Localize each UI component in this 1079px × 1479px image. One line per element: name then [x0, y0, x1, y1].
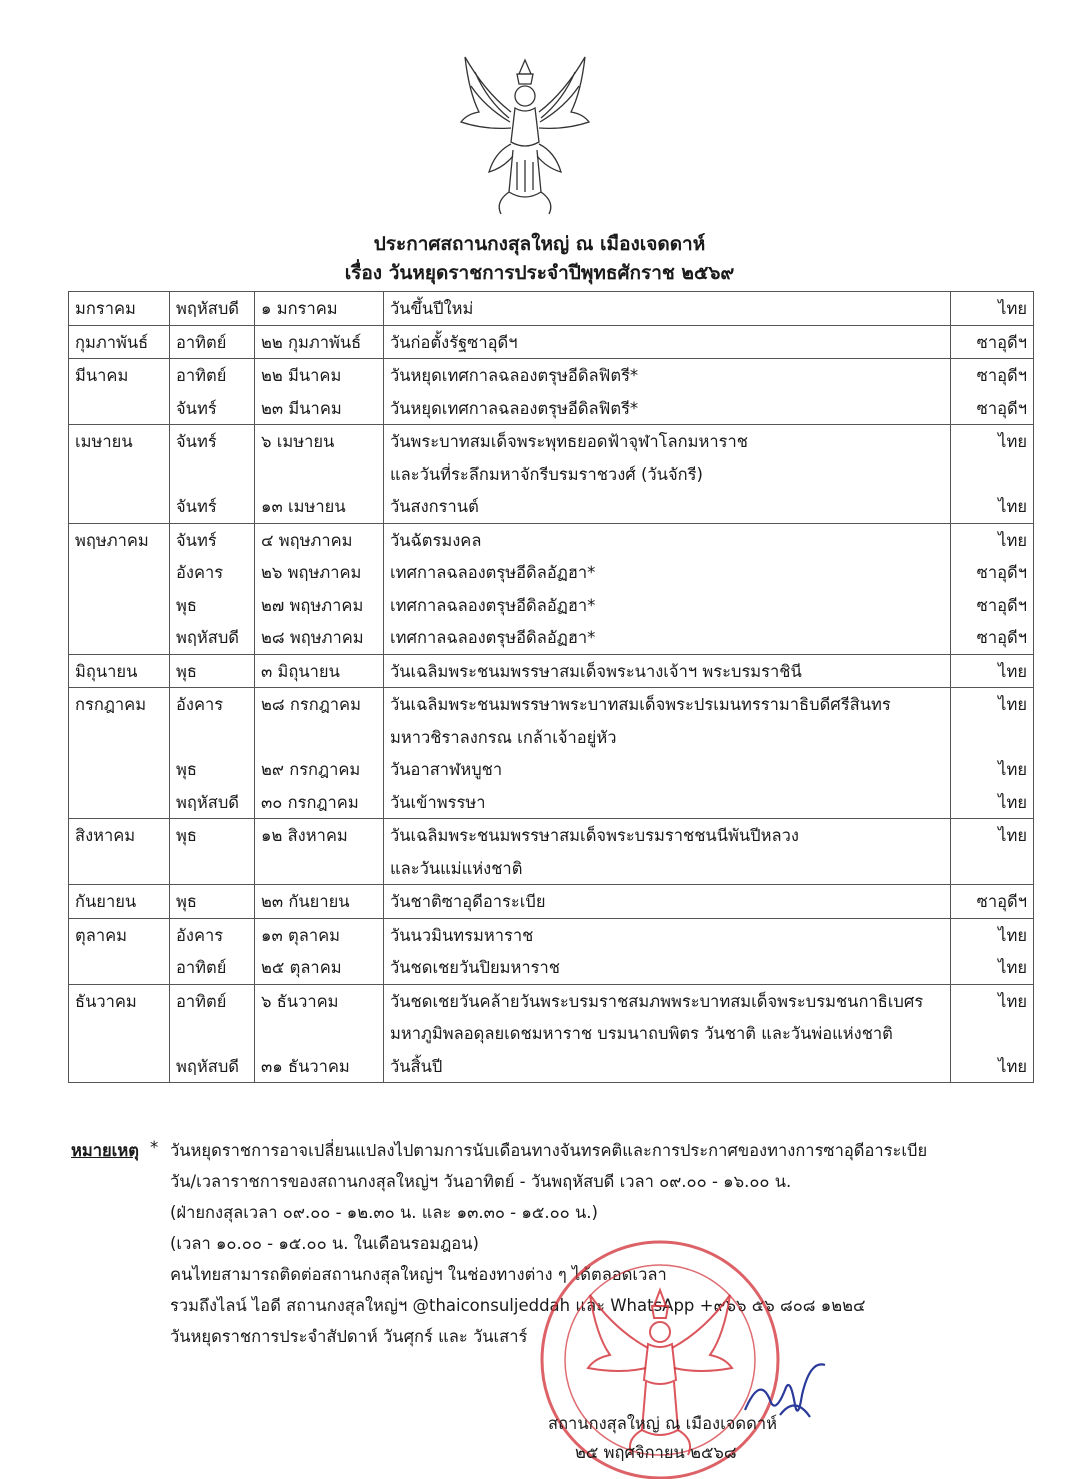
date-cell — [255, 918, 384, 984]
date-text: ๓ มิถุนายน — [261, 661, 340, 681]
holiday-type-text — [957, 458, 1027, 491]
month-label — [75, 589, 163, 622]
date-text — [261, 458, 377, 491]
day-text — [176, 458, 248, 491]
month-label — [75, 392, 163, 425]
holiday-type-cell — [951, 984, 1034, 1083]
holiday-type-text: ไทย — [998, 497, 1027, 516]
month-row — [69, 819, 1034, 885]
date-text: ๖ เมษายน — [261, 432, 335, 451]
holiday-type-text: ไทย — [998, 695, 1027, 714]
day-text: พฤหัสบดี — [176, 1056, 240, 1076]
month-label: ธันวาคม — [75, 991, 137, 1011]
month-cell — [69, 885, 170, 919]
holiday-type-text: ซาอุดีฯ — [976, 366, 1027, 385]
holiday-name-text: มหาวชิราลงกรณ เกล้าเจ้าอยู่หัว — [390, 727, 617, 747]
day-text — [176, 852, 248, 885]
date-text: ๒๒ กุมภาพันธ์ — [261, 332, 362, 352]
holiday-name-text: วันสงกรานต์ — [390, 497, 479, 516]
month-label — [75, 852, 163, 885]
holiday-name-text: วันหยุดเทศกาลฉลองตรุษอีดิลฟิตรี* — [390, 366, 639, 385]
day-cell — [170, 885, 255, 919]
day-text: อาทิตย์ — [176, 332, 227, 352]
day-text: อาทิตย์ — [176, 991, 227, 1011]
holiday-name-text: วันหยุดเทศกาลฉลองตรุษอีดิลฟิตรี* — [390, 398, 639, 418]
day-cell — [170, 819, 255, 885]
date-text: ๒๖ พฤษภาคม — [261, 563, 362, 582]
month-cell — [69, 523, 170, 654]
holiday-name-text: วันนวมินทรมหาราช — [390, 925, 534, 945]
holiday-name-cell — [384, 325, 951, 359]
holiday-name-text: เทศกาลฉลองตรุษอีดิลอัฏฮา* — [390, 563, 596, 582]
holiday-name-cell — [384, 918, 951, 984]
date-text: ๒๕ ตุลาคม — [261, 958, 342, 977]
day-text — [176, 1017, 248, 1050]
holiday-type-text: ไทย — [998, 760, 1027, 779]
date-cell — [255, 688, 384, 819]
note-line: วัน/เวลาราชการของสถานกงสุลใหญ่ฯ วันอาทิตย์ - วันพฤหัสบดี เวลา ๐๙.๐๐ - ๑๖.๐๐ น. — [170, 1172, 792, 1191]
holiday-type-text: ไทย — [998, 991, 1027, 1011]
date-text: ๑๓ เมษายน — [261, 497, 346, 516]
month-row — [69, 885, 1034, 919]
day-cell — [170, 918, 255, 984]
month-row — [69, 918, 1034, 984]
holiday-name-cell — [384, 885, 951, 919]
holiday-type-cell — [951, 523, 1034, 654]
date-text: ๒๘ พฤษภาคม — [261, 628, 364, 647]
holiday-type-text: ไทย — [998, 432, 1027, 451]
holiday-name-text: วันเฉลิมพระชนมพรรษาสมเด็จพระนางเจ้าฯ พระบรมราชินี — [390, 661, 802, 681]
date-cell — [255, 523, 384, 654]
holiday-type-cell — [951, 292, 1034, 326]
date-text: ๒๗ พฤษภาคม — [261, 595, 364, 615]
month-cell — [69, 292, 170, 326]
date-text: ๑๒ สิงหาคม — [261, 826, 348, 845]
note-line: วันหยุดราชการประจำสัปดาห์ วันศุกร์ และ วันเสาร์ — [170, 1327, 528, 1346]
month-label — [75, 621, 163, 654]
day-cell — [170, 688, 255, 819]
holiday-name-cell — [384, 292, 951, 326]
day-text — [176, 721, 248, 754]
holiday-name-text: วันชาติซาอุดีอาระเบีย — [390, 892, 546, 911]
month-label: กรกฎาคม — [75, 695, 147, 714]
month-cell — [69, 359, 170, 425]
date-text: ๓๑ ธันวาคม — [261, 1056, 350, 1076]
month-label: กันยายน — [75, 892, 137, 911]
day-cell — [170, 425, 255, 524]
holiday-name-text: วันเฉลิมพระชนมพรรษาพระบาทสมเด็จพระปรเมนทรรามาธิบดีศรีสินทร — [390, 695, 891, 714]
note-line: วันหยุดราชการอาจเปลี่ยนแปลงไปตามการนับเดือนทางจันทรคติและการประกาศของทางการซาอุดีอาระเบีย — [170, 1141, 928, 1160]
date-text: ๒๓ กันยายน — [261, 892, 350, 911]
month-label: สิงหาคม — [75, 826, 136, 845]
holiday-name-text: วันฉัตรมงคล — [390, 530, 482, 550]
announcement-subject: เรื่อง วันหยุดราชการประจำปีพุทธศักราช ๒๕๖๙ — [344, 262, 735, 284]
date-cell — [255, 292, 384, 326]
month-label: พฤษภาคม — [75, 530, 149, 550]
date-text: ๒๘ กรกฎาคม — [261, 695, 361, 714]
date-cell — [255, 819, 384, 885]
date-text — [261, 1017, 377, 1050]
holiday-type-text — [957, 852, 1027, 885]
day-cell — [170, 984, 255, 1083]
month-row — [69, 359, 1034, 425]
holiday-type-text: ซาอุดีฯ — [976, 892, 1027, 911]
holiday-name-text: วันก่อตั้งรัฐซาอุดีฯ — [390, 332, 518, 352]
month-label — [75, 1017, 163, 1050]
date-text: ๑๓ ตุลาคม — [261, 925, 341, 945]
day-text: จันทร์ — [176, 530, 217, 550]
holiday-name-text: เทศกาลฉลองตรุษอีดิลอัฏฮา* — [390, 595, 596, 615]
holiday-name-cell — [384, 359, 951, 425]
date-text: ๒๓ มีนาคม — [261, 398, 342, 418]
day-text: อังคาร — [176, 925, 224, 945]
holiday-type-text: ไทย — [998, 299, 1027, 318]
month-cell — [69, 654, 170, 688]
date-text — [261, 721, 377, 754]
month-label: กุมภาพันธ์ — [75, 332, 149, 352]
day-text: อังคาร — [176, 563, 224, 582]
date-cell — [255, 425, 384, 524]
month-row — [69, 325, 1034, 359]
holiday-name-text: และวันที่ระลึกมหาจักรีบรมราชวงศ์ (วันจักรี) — [390, 464, 703, 484]
holiday-type-text — [957, 721, 1027, 754]
holiday-type-cell — [951, 325, 1034, 359]
day-text: พุธ — [176, 760, 197, 779]
day-text: อังคาร — [176, 695, 224, 714]
holiday-type-text: ไทย — [998, 826, 1027, 845]
date-text: ๓๐ กรกฎาคม — [261, 792, 359, 812]
day-text: พุธ — [176, 661, 197, 681]
month-row — [69, 425, 1034, 524]
holiday-name-cell — [384, 984, 951, 1083]
month-row — [69, 292, 1034, 326]
holiday-type-cell — [951, 654, 1034, 688]
month-row — [69, 654, 1034, 688]
month-label — [75, 951, 163, 984]
date-cell — [255, 885, 384, 919]
date-cell — [255, 654, 384, 688]
signoff-date: ๒๕ พฤศจิกายน ๒๕๖๘ — [575, 1443, 737, 1462]
holiday-name-text: วันเข้าพรรษา — [390, 792, 486, 812]
holiday-type-cell — [951, 688, 1034, 819]
note-line: รวมถึงไลน์ ไอดี สถานกงสุลใหญ่ฯ @thaiconsuljeddah และ WhatsApp +๙๖๖ ๕๖ ๘๐๘ ๑๒๒๔ — [170, 1296, 866, 1315]
holiday-type-text: ไทย — [998, 530, 1027, 550]
holiday-type-text: ซาอุดีฯ — [976, 332, 1027, 352]
month-label: มิถุนายน — [75, 661, 138, 681]
note-line: คนไทยสามารถติดต่อสถานกงสุลใหญ่ฯ ในช่องทางต่าง ๆ ได้ตลอดเวลา — [170, 1265, 667, 1284]
month-cell — [69, 819, 170, 885]
month-label — [75, 721, 163, 754]
day-text: พุธ — [176, 595, 197, 615]
holiday-type-text: ไทย — [998, 1056, 1027, 1076]
holiday-type-text: ไทย — [998, 925, 1027, 945]
month-cell — [69, 984, 170, 1083]
announcement-title: ประกาศสถานกงสุลใหญ่ ณ เมืองเจดดาห์ — [373, 233, 706, 255]
note-line: (ฝ่ายกงสุลเวลา ๐๙.๐๐ - ๑๒.๓๐ น. และ ๑๓.๓๐ - ๑๕.๐๐ น.) — [170, 1203, 598, 1222]
date-text: ๖ ธันวาคม — [261, 991, 339, 1011]
date-text: ๒๙ กรกฎาคม — [261, 760, 361, 779]
holiday-type-text: ซาอุดีฯ — [976, 398, 1027, 418]
garuda-emblem — [455, 52, 595, 217]
date-text: ๑ มกราคม — [261, 299, 338, 318]
month-row — [69, 984, 1034, 1083]
day-cell — [170, 654, 255, 688]
notes-asterisk: * — [150, 1138, 159, 1157]
month-label: เมษายน — [75, 432, 133, 451]
date-cell — [255, 984, 384, 1083]
day-text: พฤหัสบดี — [176, 628, 240, 647]
holiday-type-text: ซาอุดีฯ — [976, 563, 1027, 582]
holiday-name-cell — [384, 819, 951, 885]
holiday-name-cell — [384, 523, 951, 654]
holiday-type-text: ซาอุดีฯ — [976, 595, 1027, 615]
day-text: พุธ — [176, 892, 197, 911]
holiday-name-text: วันเฉลิมพระชนมพรรษาสมเด็จพระบรมราชชนนีพันปีหลวง — [390, 826, 799, 845]
month-label — [75, 753, 163, 786]
month-label: มีนาคม — [75, 366, 129, 385]
day-text: จันทร์ — [176, 432, 217, 451]
holiday-name-cell — [384, 425, 951, 524]
day-text: พุธ — [176, 826, 197, 845]
holiday-name-text: วันชดเชยวันปิยมหาราช — [390, 958, 560, 977]
holiday-table — [68, 291, 1034, 1083]
date-text — [261, 852, 377, 885]
month-label: ตุลาคม — [75, 925, 128, 945]
date-cell — [255, 325, 384, 359]
holiday-name-cell — [384, 654, 951, 688]
day-text: พฤหัสบดี — [176, 299, 240, 318]
month-row — [69, 523, 1034, 654]
month-label — [75, 1050, 163, 1083]
month-cell — [69, 688, 170, 819]
day-cell — [170, 523, 255, 654]
date-text: ๒๒ มีนาคม — [261, 366, 342, 385]
holiday-name-text: วันอาสาฬหบูชา — [390, 760, 503, 779]
month-label — [75, 786, 163, 819]
holiday-type-cell — [951, 819, 1034, 885]
day-text: จันทร์ — [176, 398, 217, 418]
holiday-type-text: ไทย — [998, 661, 1027, 681]
month-cell — [69, 425, 170, 524]
day-cell — [170, 359, 255, 425]
holiday-type-text — [957, 1017, 1027, 1050]
notes-label: หมายเหตุ — [71, 1141, 139, 1160]
day-text: อาทิตย์ — [176, 366, 227, 385]
day-cell — [170, 325, 255, 359]
holiday-type-text: ไทย — [998, 958, 1027, 977]
holiday-type-text: ไทย — [998, 792, 1027, 812]
day-text: อาทิตย์ — [176, 958, 227, 977]
day-text: จันทร์ — [176, 497, 217, 516]
month-label — [75, 490, 163, 523]
holiday-type-cell — [951, 359, 1034, 425]
month-cell — [69, 325, 170, 359]
holiday-type-cell — [951, 918, 1034, 984]
holiday-name-text: และวันแม่แห่งชาติ — [390, 858, 523, 878]
month-row — [69, 688, 1034, 819]
day-cell — [170, 292, 255, 326]
holiday-name-text: วันขึ้นปีใหม่ — [390, 299, 474, 318]
month-label — [75, 556, 163, 589]
holiday-name-text: วันสิ้นปี — [390, 1056, 443, 1076]
holiday-type-cell — [951, 425, 1034, 524]
holiday-type-text: ซาอุดีฯ — [976, 628, 1027, 647]
date-text: ๔ พฤษภาคม — [261, 530, 353, 550]
holiday-name-text: วันชดเชยวันคล้ายวันพระบรมราชสมภพพระบาทสมเด็จพระบรมชนกาธิเบศร — [390, 991, 924, 1011]
holiday-name-cell — [384, 688, 951, 819]
holiday-name-text: มหาภูมิพลอดุลยเดชมหาราช บรมนาถบพิตร วันชาติ และวันพ่อแห่งชาติ — [390, 1024, 893, 1043]
month-label: มกราคม — [75, 299, 136, 318]
day-text: พฤหัสบดี — [176, 792, 240, 812]
note-line: (เวลา ๑๐.๐๐ - ๑๕.๐๐ น. ในเดือนรอมฎอน) — [170, 1234, 479, 1253]
holiday-name-text: เทศกาลฉลองตรุษอีดิลอัฏฮา* — [390, 628, 596, 647]
holiday-name-text: วันพระบาทสมเด็จพระพุทธยอดฟ้าจุฬาโลกมหาราช — [390, 432, 748, 451]
month-label — [75, 458, 163, 491]
month-cell — [69, 918, 170, 984]
signoff-office: สถานกงสุลใหญ่ ณ เมืองเจดดาห์ — [548, 1414, 777, 1433]
holiday-type-cell — [951, 885, 1034, 919]
date-cell — [255, 359, 384, 425]
